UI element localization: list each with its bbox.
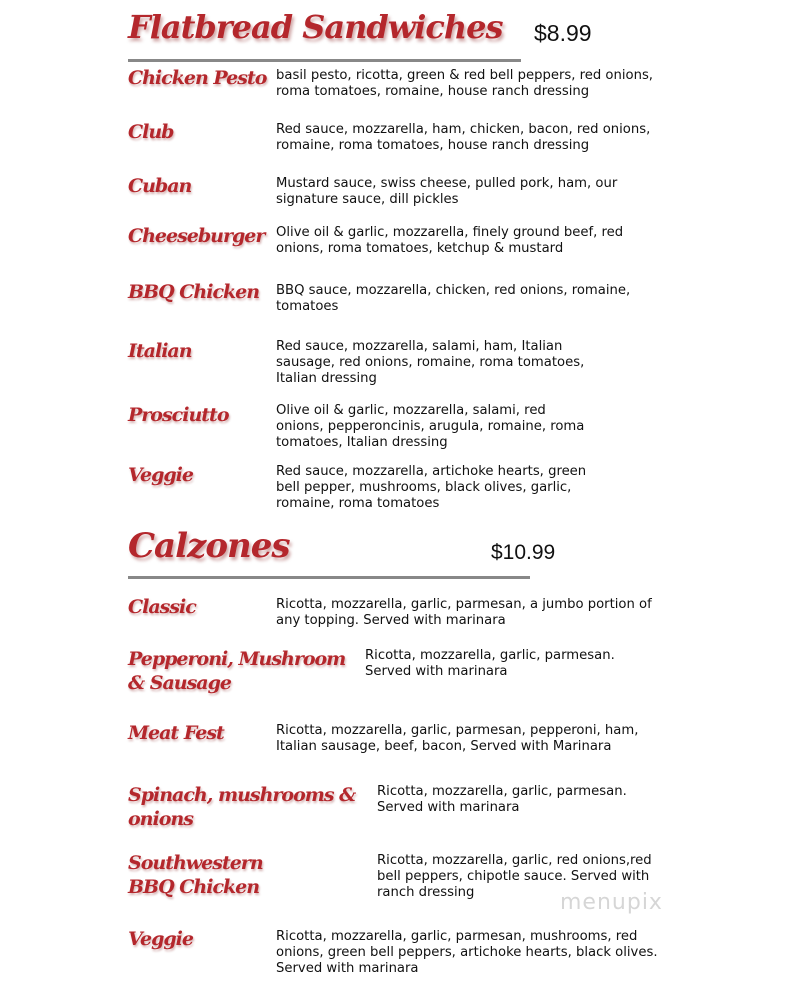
item-name: Veggie [128,928,193,950]
item-name: Italian [128,340,192,362]
item-description: Ricotta, mozzarella, garlic, red onions,red bell peppers, chipotle sauce. Served with ranch dressing [377,853,652,900]
item-description: basil pesto, ricotta, green & red bell peppers, red onions, roma tomatoes, romaine, house ranch dressing [276,68,654,99]
item-description: BBQ sauce, mozzarella, chicken, red onions, romaine, tomatoes [276,283,631,314]
item-name: Spinach, mushrooms & onions [128,784,356,830]
item-description: Red sauce, mozzarella, salami, ham, Italian sausage, red onions, romaine, roma tomatoes, Italian dressing [276,339,585,386]
item-description: Olive oil & garlic, mozzarella, finely ground beef, red onions, roma tomatoes, ketchup & mustard [276,225,624,256]
item-description: Red sauce, mozzarella, ham, chicken, bacon, red onions, romaine, roma tomatoes, house ranch dressing [276,122,651,153]
divider [128,59,521,62]
section-price: $10.99 [491,541,556,564]
item-name: Classic [128,596,196,618]
item-name: Cheeseburger [128,225,265,247]
item-description: Mustard sauce, swiss cheese, pulled pork, ham, our signature sauce, dill pickles [276,176,618,207]
item-description: Ricotta, mozzarella, garlic, parmesan. Served with marinara [377,784,627,815]
item-description: Ricotta, mozzarella, garlic, parmesan, mushrooms, red onions, green bell peppers, artichoke hearts, black olives. Served with marinara [276,929,658,976]
section-title: Calzones [128,526,290,566]
item-description: Ricotta, mozzarella, garlic, parmesan. Served with marinara [365,648,615,679]
item-description: Ricotta, mozzarella, garlic, parmesan, a jumbo portion of any topping. Served with marinara [276,597,652,628]
item-name: Cuban [128,175,192,197]
item-name: Chicken Pesto [128,67,267,89]
item-name: Meat Fest [128,722,224,744]
item-name: Pepperoni, Mushroom & Sausage [128,648,346,694]
item-name: Southwestern BBQ Chicken [128,852,263,898]
item-name: Veggie [128,464,193,486]
item-name: BBQ Chicken [128,281,260,303]
section-title: Flatbread Sandwiches [128,8,503,46]
divider [128,576,530,579]
item-description: Red sauce, mozzarella, artichoke hearts, green bell pepper, mushrooms, black olives, garlic, romaine, roma tomatoes [276,464,587,511]
section-price: $8.99 [534,20,592,46]
watermark: menupix [560,890,663,915]
item-description: Olive oil & garlic, mozzarella, salami, red onions, pepperoncinis, arugula, romaine, roma tomatoes, Italian dressing [276,403,585,450]
item-description: Ricotta, mozzarella, garlic, parmesan, pepperoni, ham, Italian sausage, beef, bacon, Served with Marinara [276,723,639,754]
item-name: Prosciutto [128,404,229,426]
item-name: Club [128,121,174,143]
